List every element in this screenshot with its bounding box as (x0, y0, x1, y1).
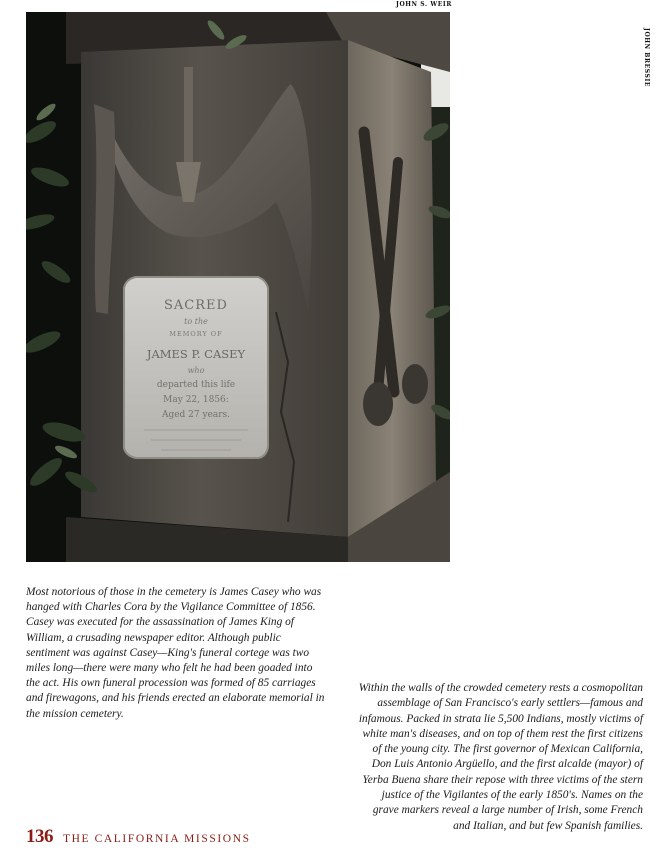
plaque-line-4: JAMES P. CASEY (146, 347, 246, 361)
plaque-line-2: to the (184, 317, 208, 326)
page-footer (26, 826, 251, 848)
monument-illustration (26, 12, 450, 562)
plaque-line-1: SACRED (164, 298, 228, 313)
plaque-line-6: departed this life (156, 380, 236, 390)
plaque-line-3: MEMORY OF (169, 330, 223, 338)
photo-credit-side: JOHN BRESSIE (643, 28, 650, 88)
running-title: THE CALIFORNIA MISSIONS (63, 833, 251, 845)
plaque-line-8: Aged 27 years. (161, 410, 231, 420)
photo-credit-top: JOHN S. WEIR (396, 1, 452, 8)
page-number: 136 (26, 826, 53, 847)
plaque-line-7: May 22, 1856: (163, 395, 229, 405)
body-paragraph: Within the walls of the crowded cemetery rests a cosmopolitan assemblage of San Francisco's early settlers—famous and infamous. Packed in strata lie 5,500 Indians, mostly victims of white man's diseases, and on top of them rest the first citizens of the young city. The first governor of Mexican California, Don Luis Antonio Argüello, and the first alcalde (mayor) of Yerba Buena share their repose with three victims of the stern justice of the Vigilantes of the early 1850's. Names on the grave markers reveal a large number of Irish, some French and Italian, and but few Spanish families. (358, 682, 643, 832)
plaque-line-5: who (187, 366, 205, 375)
photo-caption: Most notorious of those in the cemetery is James Casey who was hanged with Charles Cora by the Vigilance Committee of 1856. Casey was executed for the assassination of James King of William, a crusading newspaper editor. Although public sentiment was against Casey—King's funeral cortege was two miles long—there were many who felt he had been goaded into the act. His own funeral procession was formed of 85 carriages and firewagons, and his friends erected an elaborate memorial in the mission cemetery. (26, 586, 325, 720)
casey-monument-photo (26, 12, 450, 562)
